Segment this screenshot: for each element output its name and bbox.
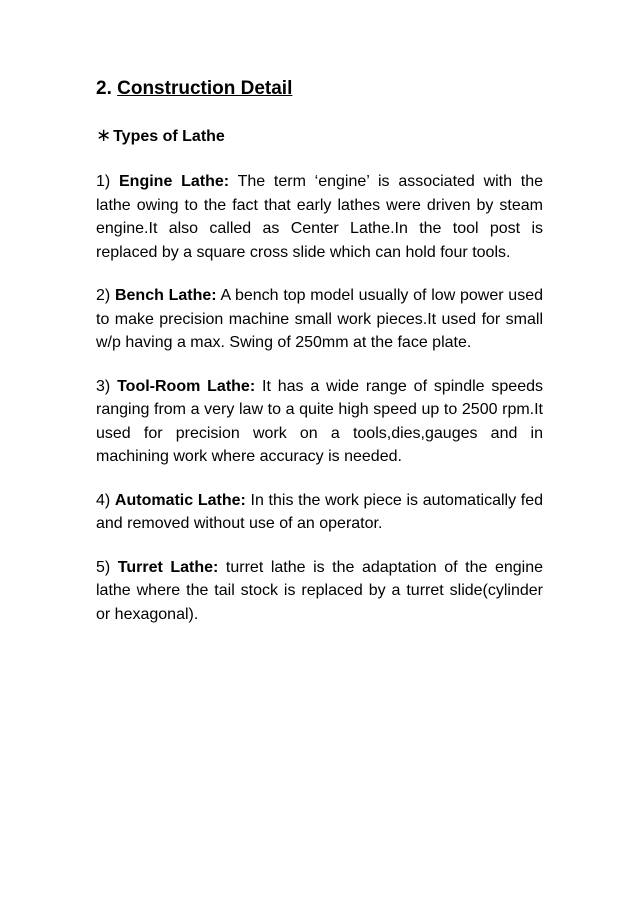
item-number: 5) (96, 558, 118, 576)
item-term: Automatic Lathe: (114, 491, 246, 509)
subsection-heading (96, 124, 543, 148)
item-number: 2) (96, 287, 115, 304)
subsection-title: Types of Lathe (113, 128, 225, 145)
lathe-type-item (96, 489, 543, 536)
item-description: The term ‘engine’ is associated with the lathe owing to the fact that early lathes were driven by steam engine.It also called as Center Lathe.In the tool post is replaced by a square cross slide which can hold four tools. (96, 173, 544, 261)
item-number: 4) (96, 491, 115, 509)
lathe-type-item (96, 556, 543, 627)
item-number: 1) (96, 173, 119, 190)
item-term: Turret Lathe: (117, 558, 219, 576)
item-term: Tool-Room Lathe: (117, 377, 256, 395)
item-description: A bench top model usually of low power used to make precision machine small work pieces.It used for small w/p having a max. Swing of 250mm at the face plate. (96, 287, 544, 351)
item-term: Bench Lathe: (114, 287, 217, 304)
document-page (96, 74, 543, 646)
item-description: In this the work piece is automatically fed and removed without use of an operator. (96, 491, 544, 532)
lathe-type-item (96, 284, 543, 355)
lathe-type-item (96, 170, 543, 264)
item-term: Engine Lathe: (119, 173, 230, 190)
section-title: Construction Detail (117, 78, 293, 99)
item-description: It has a wide range of spindle speeds ranging from a very law to a quite high speed up to 2500 rpm.It used for precision work on a tools,dies,gauges and in machining work where accuracy is needed. (96, 377, 544, 465)
lathe-type-item (96, 375, 543, 469)
section-heading (96, 74, 543, 104)
section-number: 2. (96, 78, 118, 99)
item-number: 3) (96, 377, 118, 395)
item-description: turret lathe is the adaptation of the engine lathe where the tail stock is replaced by a turret slide(cylinder or hexagonal). (96, 558, 544, 623)
asterisk-bullet-icon: ∗ (96, 125, 112, 145)
